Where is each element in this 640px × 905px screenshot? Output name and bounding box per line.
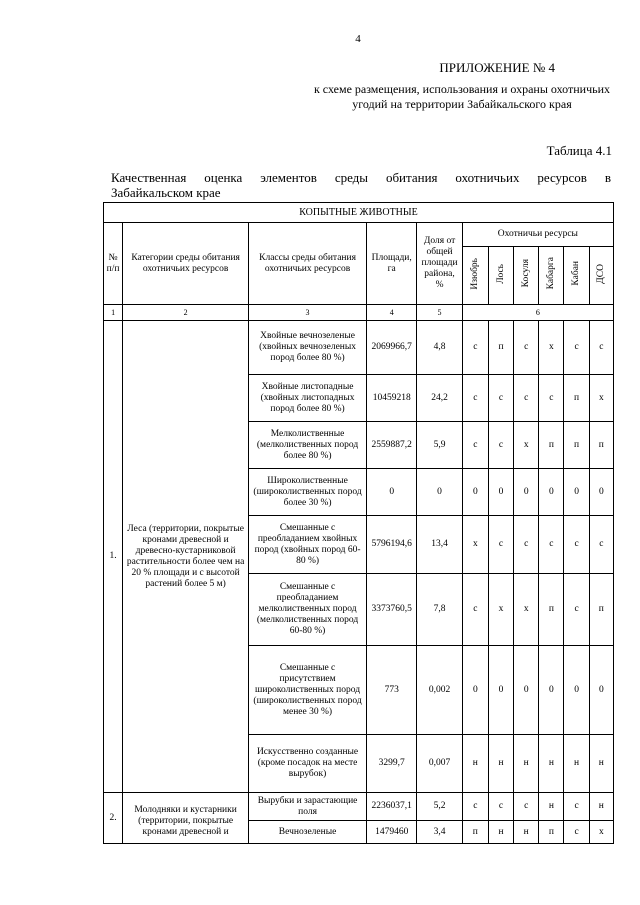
header-species [488, 247, 513, 305]
rating-кабарга: 0 [539, 469, 564, 516]
rating-кабан: 0 [564, 646, 589, 735]
share-value: 0,002 [417, 646, 462, 735]
share-value: 4,8 [417, 321, 462, 375]
header-species-label: ДСО [595, 263, 606, 284]
header-species [539, 247, 564, 305]
rating-изюбрь: н [462, 735, 488, 793]
habitat-class: Смешанные с присутствием широколиственных пород (широколиственных пород менее 30 %) [249, 646, 367, 735]
page-number: 4 [355, 33, 361, 45]
rating-косуля: х [514, 422, 539, 469]
rating-косуля: н [514, 735, 539, 793]
rating-лось: н [488, 735, 513, 793]
rating-дсо: с [589, 516, 613, 574]
area-value: 3299,7 [367, 735, 417, 793]
habitat-class: Вырубки и зарастающие поля [249, 793, 367, 821]
rating-кабарга: х [539, 321, 564, 375]
rating-косуля: с [514, 516, 539, 574]
rating-лось: с [488, 516, 513, 574]
header-share: Доля от общей площади района, % [417, 223, 462, 305]
header-species [514, 247, 539, 305]
column-number: 3 [249, 305, 367, 321]
header-species-label: Лось [495, 263, 506, 284]
rating-кабан: п [564, 422, 589, 469]
rating-кабарга: п [539, 574, 564, 646]
table-row [104, 793, 614, 821]
habitat-class: Хвойные листопадные (хвойных листопадных пород более 80 %) [249, 375, 367, 422]
share-value: 5,2 [417, 793, 462, 821]
rating-изюбрь: с [462, 574, 488, 646]
rating-кабан: с [564, 821, 589, 844]
header-species [589, 247, 613, 305]
table-row [104, 321, 614, 375]
section-number: 2. [104, 793, 123, 844]
rating-дсо: п [589, 574, 613, 646]
rating-косуля: с [514, 793, 539, 821]
rating-дсо: н [589, 735, 613, 793]
rating-лось: с [488, 422, 513, 469]
rating-изюбрь: 0 [462, 646, 488, 735]
column-number: 5 [417, 305, 462, 321]
column-number: 6 [462, 305, 613, 321]
rating-кабан: п [564, 375, 589, 422]
rating-лось: п [488, 321, 513, 375]
rating-дсо: 0 [589, 469, 613, 516]
rating-изюбрь: с [462, 321, 488, 375]
header-category: Категории среды обитания охотничьих ресурсов [123, 223, 249, 305]
area-value: 0 [367, 469, 417, 516]
rating-кабан: 0 [564, 469, 589, 516]
area-value: 10459218 [367, 375, 417, 422]
habitat-class: Мелколиственные (мелколиственных пород более 80 %) [249, 422, 367, 469]
header-area: Площади, га [367, 223, 417, 305]
rating-лось: с [488, 793, 513, 821]
rating-косуля: н [514, 821, 539, 844]
column-number: 2 [123, 305, 249, 321]
rating-кабарга: с [539, 375, 564, 422]
rating-кабан: н [564, 735, 589, 793]
column-number: 1 [104, 305, 123, 321]
rating-лось: 0 [488, 469, 513, 516]
section-category: Леса (территории, покрытые кронами древесной и древесно-кустарниковой растительности более чем на 20 % площади и с высотой растений более 5 м) [123, 321, 249, 793]
share-value: 24,2 [417, 375, 462, 422]
area-value: 773 [367, 646, 417, 735]
habitat-class: Смешанные с преобладанием хвойных пород (хвойных пород 60-80 %) [249, 516, 367, 574]
habitat-class: Хвойные вечнозеленые (хвойных вечнозеленых пород более 80 %) [249, 321, 367, 375]
header-row [104, 223, 614, 247]
column-number-row [104, 305, 614, 321]
table-number: Таблица 4.1 [546, 143, 612, 158]
rating-изюбрь: 0 [462, 469, 488, 516]
rating-лось: с [488, 375, 513, 422]
rating-косуля: 0 [514, 646, 539, 735]
rating-косуля: 0 [514, 469, 539, 516]
share-value: 7,8 [417, 574, 462, 646]
rating-дсо: х [589, 375, 613, 422]
rating-кабан: с [564, 321, 589, 375]
header-species-label: Кабарга [545, 257, 556, 290]
appendix-title: ПРИЛОЖЕНИЕ № 4 [439, 60, 555, 75]
rating-кабарга: 0 [539, 646, 564, 735]
share-value: 3,4 [417, 821, 462, 844]
header-resources: Охотничьи ресурсы [462, 223, 613, 247]
area-value: 3373760,5 [367, 574, 417, 646]
section-category: Молодняки и кустарники (территории, покрытые кронами древесной и [123, 793, 249, 844]
habitat-quality-table [103, 202, 614, 844]
rating-кабарга: п [539, 422, 564, 469]
habitat-class: Широколиственные (широколиственных пород более 30 %) [249, 469, 367, 516]
rating-кабан: с [564, 574, 589, 646]
share-value: 13,4 [417, 516, 462, 574]
rating-косуля: с [514, 375, 539, 422]
header-num: № п/п [104, 223, 123, 305]
header-species [462, 247, 488, 305]
rating-изюбрь: с [462, 422, 488, 469]
area-value: 1479460 [367, 821, 417, 844]
table-caption-line2: Забайкальском крае [111, 185, 221, 200]
rating-кабарга: н [539, 735, 564, 793]
rating-лось: н [488, 821, 513, 844]
share-value: 0 [417, 469, 462, 516]
appendix-subtitle: к схеме размещения, использования и охраны охотничьих угодий на территории Забайкальского края [313, 82, 611, 111]
rating-лось: 0 [488, 646, 513, 735]
rating-косуля: х [514, 574, 539, 646]
rating-лось: х [488, 574, 513, 646]
header-species-label: Изюбрь [469, 257, 480, 290]
rating-дсо: п [589, 422, 613, 469]
header-species-label: Косуля [520, 259, 531, 288]
rating-косуля: с [514, 321, 539, 375]
rating-дсо: н [589, 793, 613, 821]
rating-кабарга: п [539, 821, 564, 844]
rating-дсо: х [589, 821, 613, 844]
rating-изюбрь: п [462, 821, 488, 844]
area-value: 2559887,2 [367, 422, 417, 469]
group-header: КОПЫТНЫЕ ЖИВОТНЫЕ [104, 203, 614, 223]
habitat-class: Искусственно созданные (кроме посадок на месте вырубок) [249, 735, 367, 793]
share-value: 0,007 [417, 735, 462, 793]
rating-кабан: с [564, 516, 589, 574]
header-species-label: Кабан [571, 261, 582, 286]
area-value: 2069966,7 [367, 321, 417, 375]
rating-кабарга: н [539, 793, 564, 821]
header-species [564, 247, 589, 305]
rating-изюбрь: х [462, 516, 488, 574]
habitat-class: Смешанные с преобладанием мелколиственных пород (мелколиственных пород 60-80 %) [249, 574, 367, 646]
rating-изюбрь: с [462, 375, 488, 422]
share-value: 5,9 [417, 422, 462, 469]
area-value: 2236037,1 [367, 793, 417, 821]
rating-дсо: с [589, 321, 613, 375]
header-classes: Классы среды обитания охотничьих ресурсов [249, 223, 367, 305]
area-value: 5796194,6 [367, 516, 417, 574]
section-number: 1. [104, 321, 123, 793]
group-header-row [104, 203, 614, 223]
rating-дсо: 0 [589, 646, 613, 735]
rating-кабарга: с [539, 516, 564, 574]
habitat-class: Вечнозеленые [249, 821, 367, 844]
table-caption-line1: Качественная оценка элементов среды обитания охотничьих ресурсов в [111, 170, 611, 185]
column-number: 4 [367, 305, 417, 321]
rating-изюбрь: с [462, 793, 488, 821]
rating-кабан: с [564, 793, 589, 821]
